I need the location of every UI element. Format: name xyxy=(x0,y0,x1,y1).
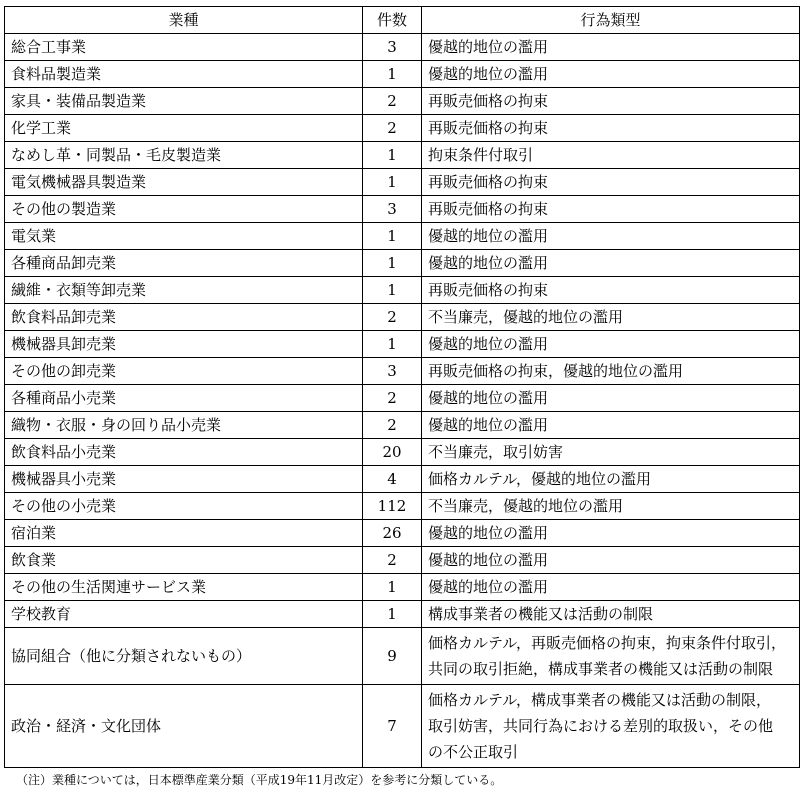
count-cell: 2 xyxy=(363,88,422,115)
type-line: 再販売価格の拘束 xyxy=(428,200,549,218)
count-cell: 1 xyxy=(363,331,422,358)
type-cell xyxy=(422,574,800,601)
type-cell xyxy=(422,88,800,115)
industry-cell: 機械器具小売業 xyxy=(5,466,363,493)
count-cell: 1 xyxy=(363,277,422,304)
count-cell: 20 xyxy=(363,439,422,466)
table-row xyxy=(5,223,800,250)
type-cell xyxy=(422,385,800,412)
table-row xyxy=(5,277,800,304)
table-row xyxy=(5,466,800,493)
type-cell xyxy=(422,277,800,304)
table-row xyxy=(5,628,800,685)
industry-cell: なめし革・同製品・毛皮製造業 xyxy=(5,142,363,169)
table-header-row xyxy=(5,7,800,34)
count-cell: 2 xyxy=(363,412,422,439)
count-cell: 2 xyxy=(363,547,422,574)
type-cell xyxy=(422,304,800,331)
type-cell xyxy=(422,331,800,358)
table-row xyxy=(5,520,800,547)
industry-cell: 協同組合（他に分類されないもの） xyxy=(5,628,363,685)
table-row xyxy=(5,601,800,628)
table-row xyxy=(5,439,800,466)
count-cell: 1 xyxy=(363,142,422,169)
type-cell xyxy=(422,169,800,196)
industry-cell: 飲食料品卸売業 xyxy=(5,304,363,331)
industry-case-table xyxy=(4,6,800,768)
industry-cell: 総合工事業 xyxy=(5,34,363,61)
count-cell: 4 xyxy=(363,466,422,493)
type-cell xyxy=(422,196,800,223)
type-cell xyxy=(422,520,800,547)
industry-cell: その他の製造業 xyxy=(5,196,363,223)
type-line: 優越的地位の濫用 xyxy=(428,38,549,56)
count-cell: 2 xyxy=(363,385,422,412)
type-cell xyxy=(422,223,800,250)
industry-cell: その他の小売業 xyxy=(5,493,363,520)
count-cell: 3 xyxy=(363,196,422,223)
type-cell xyxy=(422,547,800,574)
count-cell: 1 xyxy=(363,169,422,196)
industry-cell: 機械器具卸売業 xyxy=(5,331,363,358)
type-line: 拘束条件付取引 xyxy=(428,146,534,164)
industry-cell: その他の生活関連サービス業 xyxy=(5,574,363,601)
table-row xyxy=(5,142,800,169)
count-cell: 9 xyxy=(363,628,422,685)
type-line: の不公正取引 xyxy=(428,743,519,761)
industry-cell: 繊維・衣類等卸売業 xyxy=(5,277,363,304)
industry-cell: 織物・衣服・身の回り品小売業 xyxy=(5,412,363,439)
type-line: 不当廉売，優越的地位の濫用 xyxy=(428,308,624,326)
table-row xyxy=(5,574,800,601)
table-row xyxy=(5,412,800,439)
type-cell xyxy=(422,34,800,61)
type-line: 優越的地位の濫用 xyxy=(428,416,549,434)
type-cell xyxy=(422,685,800,768)
industry-cell: 飲食業 xyxy=(5,547,363,574)
count-cell: 7 xyxy=(363,685,422,768)
type-line: 不当廉売，取引妨害 xyxy=(428,443,564,461)
header-type: 行為類型 xyxy=(422,7,800,34)
type-cell xyxy=(422,601,800,628)
type-cell xyxy=(422,493,800,520)
type-cell xyxy=(422,439,800,466)
type-line: 不当廉売，優越的地位の濫用 xyxy=(428,497,624,515)
table-row xyxy=(5,61,800,88)
count-cell: 1 xyxy=(363,250,422,277)
count-cell: 1 xyxy=(363,601,422,628)
type-cell xyxy=(422,115,800,142)
industry-cell: 食料品製造業 xyxy=(5,61,363,88)
type-line: 優越的地位の濫用 xyxy=(428,389,549,407)
industry-cell: 電気業 xyxy=(5,223,363,250)
type-cell xyxy=(422,61,800,88)
industry-cell: 化学工業 xyxy=(5,115,363,142)
count-cell: 2 xyxy=(363,115,422,142)
type-cell xyxy=(422,412,800,439)
industry-cell: 各種商品小売業 xyxy=(5,385,363,412)
type-line: 優越的地位の濫用 xyxy=(428,65,549,83)
count-cell: 26 xyxy=(363,520,422,547)
type-cell xyxy=(422,142,800,169)
count-cell: 3 xyxy=(363,358,422,385)
industry-cell: 電気機械器具製造業 xyxy=(5,169,363,196)
table-row xyxy=(5,685,800,768)
table-row xyxy=(5,34,800,61)
industry-cell: 家具・装備品製造業 xyxy=(5,88,363,115)
type-line: 優越的地位の濫用 xyxy=(428,578,549,596)
type-line: 構成事業者の機能又は活動の制限 xyxy=(428,605,654,623)
type-cell xyxy=(422,628,800,685)
table-row xyxy=(5,304,800,331)
type-line: 再販売価格の拘束 xyxy=(428,119,549,137)
header-industry: 業種 xyxy=(5,7,363,34)
type-line: 優越的地位の濫用 xyxy=(428,254,549,272)
count-cell: 1 xyxy=(363,223,422,250)
count-cell: 2 xyxy=(363,304,422,331)
table-row xyxy=(5,196,800,223)
industry-cell: 各種商品卸売業 xyxy=(5,250,363,277)
footnote: （注）業種については，日本標準産業分類（平成19年11月改定）を参考に分類している。 xyxy=(16,773,503,787)
type-line: 優越的地位の濫用 xyxy=(428,551,549,569)
count-cell: 3 xyxy=(363,34,422,61)
table-row xyxy=(5,547,800,574)
header-count: 件数 xyxy=(363,7,422,34)
table-row xyxy=(5,385,800,412)
table-row xyxy=(5,88,800,115)
type-line: 価格カルテル，優越的地位の濫用 xyxy=(428,470,652,488)
industry-cell: 宿泊業 xyxy=(5,520,363,547)
type-line: 再販売価格の拘束，優越的地位の濫用 xyxy=(428,362,684,380)
type-cell xyxy=(422,358,800,385)
type-line: 取引妨害，共同行為における差別的取扱い，その他 xyxy=(428,717,774,735)
industry-cell: 政治・経済・文化団体 xyxy=(5,685,363,768)
type-line: 優越的地位の濫用 xyxy=(428,227,549,245)
count-cell: 1 xyxy=(363,61,422,88)
table-row xyxy=(5,169,800,196)
type-line: 再販売価格の拘束 xyxy=(428,92,549,110)
table-row xyxy=(5,331,800,358)
type-cell xyxy=(422,466,800,493)
type-line: 再販売価格の拘束 xyxy=(428,173,549,191)
table-body xyxy=(5,34,800,768)
count-cell: 112 xyxy=(363,493,422,520)
table-row xyxy=(5,115,800,142)
type-line: 価格カルテル，構成事業者の機能又は活動の制限， xyxy=(428,691,772,709)
table-row xyxy=(5,493,800,520)
industry-cell: 飲食料品小売業 xyxy=(5,439,363,466)
table-row xyxy=(5,358,800,385)
type-line: 再販売価格の拘束 xyxy=(428,281,549,299)
type-line: 優越的地位の濫用 xyxy=(428,335,549,353)
type-cell xyxy=(422,250,800,277)
industry-cell: 学校教育 xyxy=(5,601,363,628)
count-cell: 1 xyxy=(363,574,422,601)
type-line: 優越的地位の濫用 xyxy=(428,524,549,542)
industry-cell: その他の卸売業 xyxy=(5,358,363,385)
table-row xyxy=(5,250,800,277)
type-line: 共同の取引拒絶，構成事業者の機能又は活動の制限 xyxy=(428,660,774,678)
type-line: 価格カルテル，再販売価格の拘束，拘束条件付取引， xyxy=(428,634,787,652)
